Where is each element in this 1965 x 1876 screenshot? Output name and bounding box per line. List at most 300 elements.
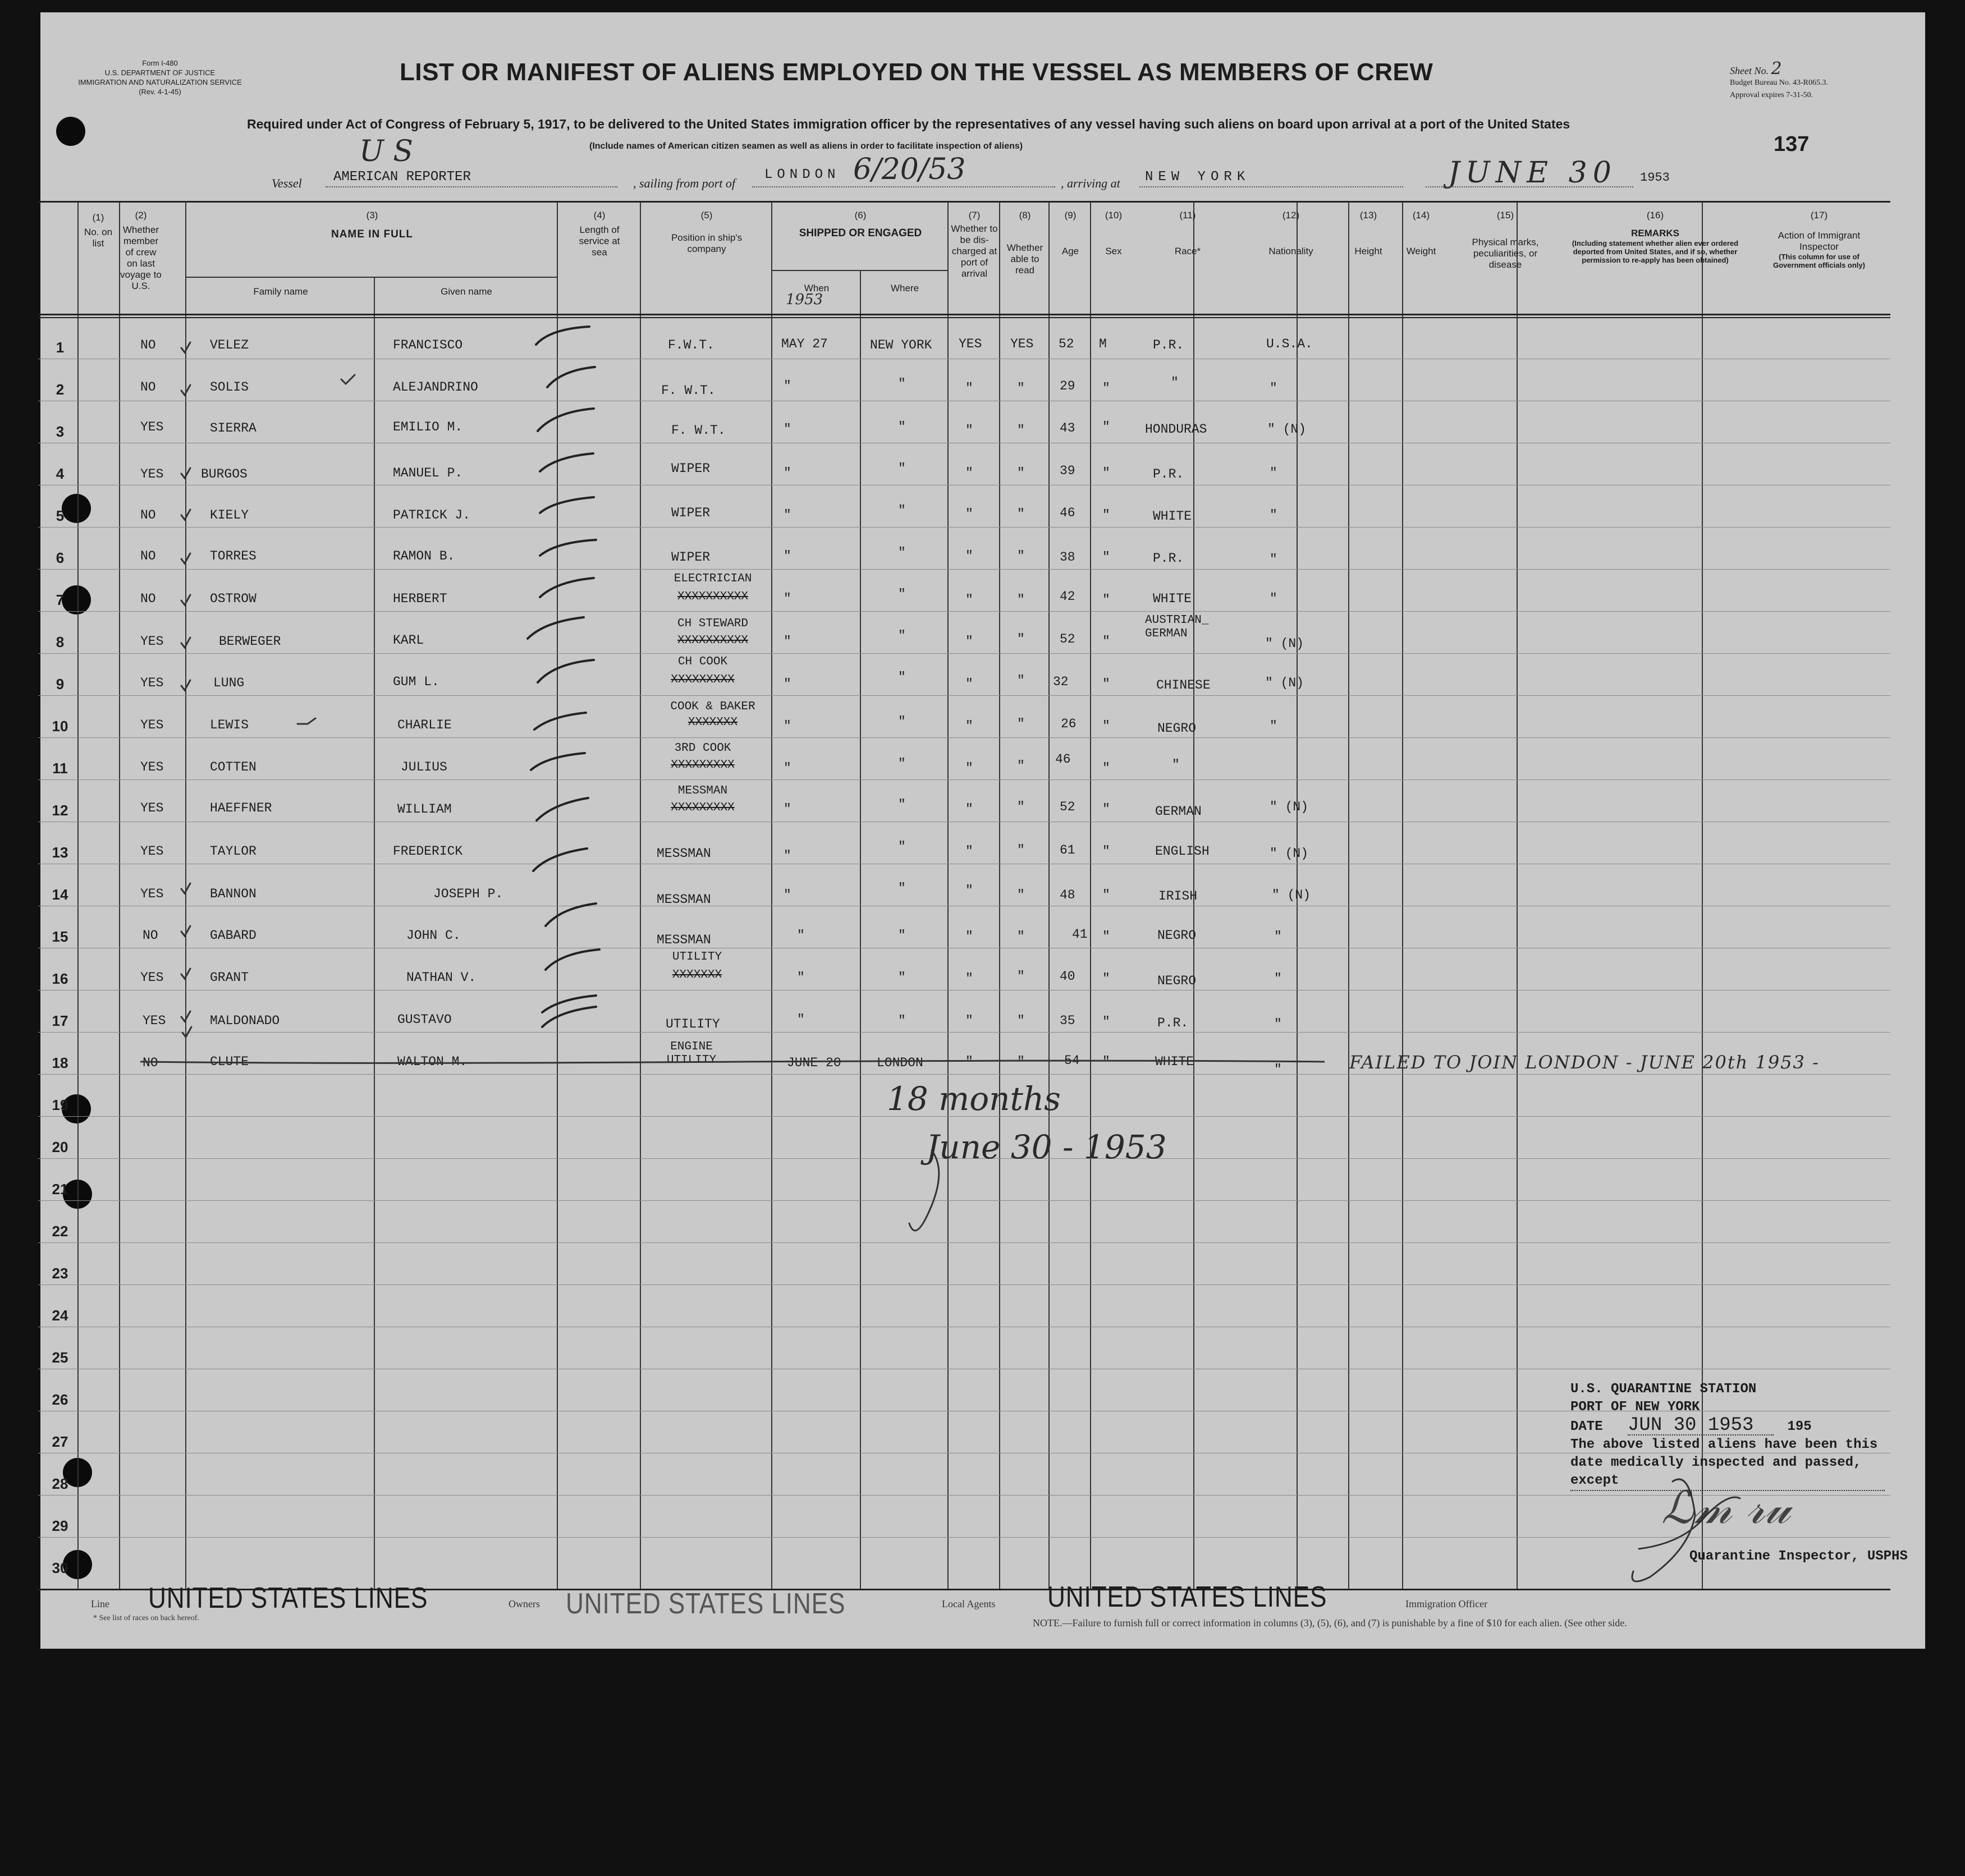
header-col7-number: (7) <box>968 210 981 221</box>
family-name: GABARD <box>210 928 256 943</box>
header-col14-label: Weight <box>1406 246 1436 256</box>
discharge: " <box>965 593 973 607</box>
race: AUSTRIAN_ GERMAN <box>1145 614 1209 640</box>
age: 52 <box>1060 632 1075 646</box>
position-revised: 3RD COOK <box>674 742 731 755</box>
race: P.R. <box>1153 338 1184 352</box>
position-revised: CH COOK <box>677 655 728 668</box>
header-col17-label: Action of Immigrant Inspector <box>1778 230 1861 252</box>
quarantine-port: PORT OF NEW YORK <box>1570 1400 1700 1415</box>
handwritten-annotation-strokes <box>909 1150 1740 1581</box>
row-number: 27 <box>52 1433 68 1450</box>
nationality: " (N) <box>1265 676 1304 690</box>
position: MESSMAN <box>657 933 711 947</box>
departure-port: LONDON <box>764 167 840 182</box>
arriving-label: , arriving at <box>1061 176 1120 190</box>
remark-failed-to-join: FAILED TO JOIN LONDON - JUNE 20th 1953 - <box>1349 1052 1820 1073</box>
row-number: 15 <box>52 928 68 945</box>
prev-voyage: YES <box>140 801 164 815</box>
position: F. W.T. <box>671 423 726 438</box>
age: 39 <box>1060 464 1075 478</box>
given-name: WALTON M. <box>397 1054 468 1069</box>
position-revised: ENGINE <box>670 1040 713 1053</box>
shipped-when: " <box>784 466 791 480</box>
nationality: " (N) <box>1267 422 1307 437</box>
row-number: 29 <box>52 1517 68 1534</box>
header-col12-label: Nationality <box>1268 246 1313 256</box>
row-number: 10 <box>52 718 68 735</box>
given-name: ALEJANDRINO <box>393 380 478 395</box>
family-name: GRANT <box>210 970 249 985</box>
header-col17-note: (This column for use of Government officials only) <box>1773 253 1865 269</box>
shipped-when: " <box>784 761 791 776</box>
prev-voyage: NO <box>140 380 156 395</box>
position: F.W.T. <box>668 338 714 352</box>
shipped-when: " <box>784 634 791 649</box>
prev-voyage: NO <box>140 338 156 352</box>
able-to-read: " <box>1017 1013 1025 1028</box>
race: HONDURAS <box>1145 422 1207 437</box>
able-to-read: " <box>1017 969 1025 984</box>
prev-voyage: YES <box>140 634 164 649</box>
position-revised: COOK & BAKER <box>670 700 755 713</box>
row-number: 23 <box>52 1265 68 1282</box>
check-marks <box>181 342 355 1037</box>
shipped-when: " <box>784 719 791 733</box>
able-to-read: " <box>1017 466 1025 480</box>
shipped-when: " <box>797 1012 805 1027</box>
given-name: EMILIO M. <box>393 420 463 434</box>
discharge: " <box>965 381 973 396</box>
shipped-when: " <box>784 888 791 902</box>
header-col11-label: Race* <box>1174 246 1201 256</box>
race: P.R. <box>1157 1016 1189 1030</box>
row-number: 2 <box>56 381 65 398</box>
sex: " <box>1102 677 1110 691</box>
able-to-read: " <box>1017 673 1025 688</box>
prev-voyage: NO <box>140 508 156 522</box>
nationality: " <box>1270 381 1277 396</box>
row-number: 18 <box>52 1054 68 1071</box>
position-struck: XXXXXXXXX <box>671 673 735 686</box>
quarantine-date-label: DATE <box>1570 1419 1603 1434</box>
family-name: LEWIS <box>210 718 249 732</box>
row-number: 22 <box>52 1223 68 1240</box>
shipped-when: " <box>784 379 791 393</box>
position-struck: XXXXXXXXXX <box>677 634 749 647</box>
discharge: YES <box>959 337 982 351</box>
age: 41 <box>1072 927 1088 942</box>
form-revision: (Rev. 4-1-45) <box>139 88 181 96</box>
position-revised: UTILITY <box>672 951 722 964</box>
discharge: " <box>965 844 973 859</box>
given-name: KARL <box>393 633 424 648</box>
race: NEGRO <box>1157 721 1197 736</box>
footer-officer-label: Immigration Officer <box>1405 1598 1488 1609</box>
position: UTILITY <box>666 1017 720 1031</box>
header-col8-number: (8) <box>1019 210 1031 221</box>
header-when-year: 1953 <box>786 291 823 308</box>
nationality: " <box>1270 508 1277 522</box>
row-number: 4 <box>56 465 65 482</box>
shipped-where: " <box>898 970 906 985</box>
able-to-read: " <box>1017 1054 1025 1069</box>
quarantine-date: JUN 30 1953 <box>1628 1416 1774 1435</box>
shipped-where: " <box>898 881 906 896</box>
departure-date-handwritten: 6/20/53 <box>853 153 966 186</box>
nationality: " (N) <box>1270 800 1309 814</box>
header-col12-number: (12) <box>1282 210 1300 221</box>
family-name: OSTROW <box>210 591 256 606</box>
header-col3-label: NAME IN FULL <box>331 228 414 240</box>
vessel-name: AMERICAN REPORTER <box>333 169 471 185</box>
row-number: 30 <box>52 1559 68 1576</box>
row-number: 7 <box>56 591 65 608</box>
race: P.R. <box>1153 551 1184 566</box>
header-col15-label: Physical marks, peculiarities, or disease <box>1472 237 1539 270</box>
row-number: 1 <box>56 339 65 356</box>
nationality: " <box>1274 1062 1282 1077</box>
header-col9-label: Age <box>1061 246 1079 256</box>
family-name: SOLIS <box>210 380 249 395</box>
shipped-where: " <box>898 840 906 854</box>
able-to-read: " <box>1017 717 1025 731</box>
given-name: MANUEL P. <box>393 466 463 480</box>
able-to-read: " <box>1017 549 1025 563</box>
sex: " <box>1102 1054 1110 1069</box>
shipped-when: " <box>784 848 791 863</box>
header-col10-number: (10) <box>1105 210 1123 221</box>
header-col11-number: (11) <box>1179 210 1196 221</box>
quarantine-line-5: date medically inspected and passed, <box>1570 1455 1862 1470</box>
header-col4-label: Length of service at sea <box>579 224 620 258</box>
age: 46 <box>1060 506 1075 520</box>
shipped-where: " <box>898 670 906 685</box>
age: 32 <box>1053 675 1069 689</box>
prev-voyage: YES <box>140 970 164 985</box>
position: MESSMAN <box>657 846 711 861</box>
able-to-read: " <box>1017 888 1025 902</box>
shipped-when: " <box>784 549 791 563</box>
prev-voyage: YES <box>140 467 164 481</box>
discharge: " <box>965 423 973 438</box>
family-name: LUNG <box>213 676 245 690</box>
able-to-read: " <box>1017 632 1025 646</box>
shipped-when: JUNE 20 <box>787 1056 841 1070</box>
shipped-where: " <box>898 1013 906 1028</box>
row-number: 8 <box>56 634 65 650</box>
row-number: 28 <box>52 1475 68 1492</box>
sex: " <box>1102 888 1110 902</box>
shipped-when: " <box>784 422 791 437</box>
able-to-read: " <box>1017 843 1025 857</box>
shipped-where: LONDON <box>877 1056 923 1070</box>
header-col5-number: (5) <box>700 210 713 221</box>
able-to-read: " <box>1017 423 1025 438</box>
arrival-date-handwritten: JUNE 30 <box>1448 156 1617 190</box>
prev-voyage: NO <box>140 549 156 563</box>
service-name: IMMIGRATION AND NATURALIZATION SERVICE <box>78 78 242 86</box>
age: 35 <box>1060 1013 1075 1028</box>
able-to-read: " <box>1017 593 1025 607</box>
race: WHITE <box>1153 509 1192 524</box>
discharge: " <box>965 1013 973 1028</box>
footer-owners-label: Owners <box>509 1598 540 1609</box>
age: 54 <box>1064 1053 1080 1068</box>
sex: " <box>1102 761 1110 776</box>
given-name: NATHAN V. <box>406 970 477 985</box>
race: " <box>1171 375 1179 390</box>
sheet-label: Sheet No. <box>1730 65 1769 76</box>
nationality: " <box>1270 591 1277 606</box>
age: 29 <box>1060 379 1075 393</box>
vessel-label: Vessel <box>272 176 302 190</box>
family-name: BERWEGER <box>219 634 281 649</box>
race: " <box>1172 758 1180 772</box>
sex: " <box>1102 971 1110 986</box>
shipped-when: " <box>784 677 791 691</box>
header-col10-label: Sex <box>1105 246 1122 256</box>
given-name: FRANCISCO <box>393 338 463 352</box>
age: 48 <box>1060 888 1075 902</box>
discharge: " <box>965 883 973 898</box>
quarantine-date-row <box>1570 1416 1885 1436</box>
header-col3-number: (3) <box>366 210 378 221</box>
row-number: 5 <box>56 507 65 524</box>
family-name: VELEZ <box>210 338 249 352</box>
age: 42 <box>1060 589 1075 604</box>
sailing-label: , sailing from port of <box>633 176 735 190</box>
row-number: 26 <box>52 1391 68 1408</box>
age: 38 <box>1060 550 1075 565</box>
shipped-when: " <box>797 928 805 943</box>
prev-voyage: NO <box>143 928 158 943</box>
discharge: " <box>965 466 973 480</box>
race: ENGLISH <box>1155 844 1210 859</box>
document-title: LIST OR MANIFEST OF ALIENS EMPLOYED ON THE VESSEL AS MEMBERS OF CREW <box>400 58 1433 86</box>
able-to-read: YES <box>1010 337 1034 351</box>
header-col16-number: (16) <box>1646 210 1664 221</box>
sex: " <box>1102 719 1110 733</box>
age: 52 <box>1059 337 1074 351</box>
race: P.R. <box>1153 467 1184 481</box>
footer-races-note: * See list of races on back hereof. <box>93 1614 199 1622</box>
race: CHINESE <box>1156 678 1211 692</box>
family-name: TAYLOR <box>210 844 256 859</box>
arrival-year: 1953 <box>1640 171 1670 185</box>
row-number: 9 <box>56 676 65 692</box>
sex: " <box>1102 929 1110 944</box>
shipped-when: " <box>784 591 791 606</box>
prev-voyage: YES <box>140 420 164 434</box>
age: 61 <box>1060 843 1075 857</box>
header-col1-number: (1) <box>92 212 104 223</box>
page-number: 137 <box>1774 132 1810 156</box>
row-number: 14 <box>52 886 68 903</box>
able-to-read: " <box>1017 800 1025 814</box>
quarantine-inspector-title: Quarantine Inspector, USPHS <box>1689 1549 1908 1564</box>
given-name: GUSTAVO <box>397 1012 452 1027</box>
nationality: " <box>1270 552 1277 567</box>
able-to-read: " <box>1017 929 1025 944</box>
age: 46 <box>1055 752 1071 767</box>
discharge: " <box>965 1054 973 1069</box>
nationality: " (N) <box>1270 846 1309 861</box>
shipped-where: " <box>898 587 906 602</box>
prev-voyage: YES <box>140 718 164 732</box>
row-number: 13 <box>52 844 68 861</box>
shipped-when: " <box>797 970 805 985</box>
footer-line-value: UNITED STATES LINES <box>148 1582 428 1614</box>
discharge: " <box>965 802 973 817</box>
header-where: Where <box>890 283 919 293</box>
row-number: 21 <box>52 1181 68 1198</box>
footer-agents-label: Local Agents <box>942 1598 996 1609</box>
position-original: UTILITY <box>666 1054 717 1067</box>
family-name: HAEFFNER <box>210 801 272 815</box>
sex: " <box>1102 381 1110 396</box>
discharge: " <box>965 507 973 521</box>
shipped-where: " <box>898 377 906 391</box>
given-name: HERBERT <box>393 591 447 606</box>
header-col16-label: REMARKS <box>1631 228 1679 238</box>
row-number: 19 <box>52 1097 68 1113</box>
position: F. W.T. <box>661 383 716 398</box>
header-col4-number: (4) <box>593 210 606 221</box>
prev-voyage: YES <box>140 844 164 859</box>
sex: " <box>1102 634 1110 649</box>
shipped-where: " <box>898 545 906 560</box>
family-name: TORRES <box>210 549 256 563</box>
shipped-where: " <box>898 461 906 476</box>
given-name: JOSEPH P. <box>433 887 503 901</box>
header-family-name: Family name <box>253 286 308 297</box>
header-col5-label: Position in ship's company <box>671 232 743 254</box>
header-col14-number: (14) <box>1412 210 1430 221</box>
quarantine-stamp <box>1570 1380 1885 1491</box>
form-number: Form I-480 <box>142 59 178 67</box>
row-number: 12 <box>52 802 68 819</box>
nationality: " (N) <box>1265 636 1304 651</box>
vessel-handwritten-prefix: U S <box>359 135 413 168</box>
sex: " <box>1102 593 1110 607</box>
position-struck: XXXXXXXXX <box>671 759 735 772</box>
header-col1-label: No. on list <box>84 227 113 249</box>
race: WHITE <box>1155 1054 1194 1069</box>
footer-line-label: Line <box>91 1598 109 1609</box>
shipped-when: " <box>784 802 791 817</box>
handwritten-date-note: June 30 - 1953 <box>926 1128 1167 1166</box>
position-revised: MESSMAN <box>677 785 728 797</box>
nationality: " (N) <box>1272 888 1311 902</box>
shipped-where: " <box>898 928 906 943</box>
given-name: CHARLIE <box>397 718 452 732</box>
sex: " <box>1102 420 1110 434</box>
sex: " <box>1102 844 1110 859</box>
shipped-when: MAY 27 <box>781 337 828 351</box>
document-subnote: (Include names of American citizen seamen as well as aliens in order to facilitate inspection of aliens) <box>589 141 1023 151</box>
quarantine-station: U.S. QUARANTINE STATION <box>1570 1382 1757 1397</box>
header-col8-label: Whether able to read <box>1006 242 1043 276</box>
sex: " <box>1102 802 1110 817</box>
nationality: " <box>1270 719 1277 733</box>
header-col15-number: (15) <box>1496 210 1514 221</box>
footer-owners-value: UNITED STATES LINES <box>566 1588 846 1620</box>
footer-fine-note: NOTE.—Failure to furnish full or correct information in columns (3), (5), (6), and (7) is punishable by a fine of $10 for each alien. (See other side. <box>1033 1617 1627 1629</box>
arrival-port: NEW YORK <box>1145 169 1251 185</box>
header-col13-number: (13) <box>1359 210 1377 221</box>
prev-voyage: YES <box>143 1013 166 1028</box>
family-name: BANNON <box>210 887 256 901</box>
row-number: 16 <box>52 970 68 987</box>
nationality: " <box>1274 1017 1282 1031</box>
header-col2-label: Whether member of crew on last voyage to U.S. <box>120 224 162 291</box>
prev-voyage: NO <box>143 1056 158 1070</box>
nationality: U.S.A. <box>1266 337 1313 351</box>
sex: " <box>1102 508 1110 522</box>
header-when-label: When <box>804 283 830 293</box>
inspector-signature: ℒ𝓂 𝓇𝓊 <box>1661 1481 1790 1534</box>
row-number: 20 <box>52 1139 68 1155</box>
header-col6-label: SHIPPED OR ENGAGED <box>799 227 922 239</box>
row-number: 6 <box>56 549 65 566</box>
position: WIPER <box>671 506 711 520</box>
discharge: " <box>965 549 973 563</box>
row-number: 24 <box>52 1307 68 1324</box>
discharge: " <box>965 677 973 691</box>
nationality: " <box>1274 929 1282 944</box>
position: MESSMAN <box>657 892 711 907</box>
given-name: FREDERICK <box>393 844 463 859</box>
strike-line-row18 <box>140 1061 1325 1063</box>
age: 26 <box>1061 717 1077 731</box>
header-given-name: Given name <box>441 286 492 297</box>
document-subtitle: Required under Act of Congress of February 5, 1917, to be delivered to the United States immigration officer by the representatives of any vessel having such aliens on board upon arrival at a port of the United States <box>247 117 1570 131</box>
age: 40 <box>1060 969 1075 984</box>
sex: " <box>1102 466 1110 480</box>
family-name: CLUTE <box>210 1054 249 1069</box>
race: WHITE <box>1153 591 1192 606</box>
position-struck: XXXXXXXXX <box>671 801 735 814</box>
header-col6-number: (6) <box>854 210 867 221</box>
family-name: MALDONADO <box>210 1013 280 1028</box>
shipped-where: " <box>898 797 906 812</box>
position: WIPER <box>671 550 711 565</box>
ditto-pen-strokes <box>528 327 599 1027</box>
able-to-read: " <box>1017 507 1025 521</box>
race: IRISH <box>1158 889 1198 903</box>
quarantine-line-6: except <box>1570 1472 1885 1491</box>
family-name: BURGOS <box>201 467 248 481</box>
row-number: 11 <box>52 760 68 777</box>
position-struck: XXXXXXX <box>688 716 738 729</box>
shipped-when: " <box>784 508 791 522</box>
shipped-where: NEW YORK <box>870 338 932 352</box>
prev-voyage: YES <box>140 760 164 774</box>
age: 52 <box>1060 800 1075 814</box>
nationality: " <box>1270 466 1277 480</box>
given-name: JOHN C. <box>406 928 461 943</box>
family-name: SIERRA <box>210 421 256 435</box>
header-col17-number: (17) <box>1810 210 1828 221</box>
position-revised: ELECTRICIAN <box>674 572 752 585</box>
handwritten-duration-note: 18 months <box>887 1080 1061 1118</box>
given-name: PATRICK J. <box>393 508 471 522</box>
approval-expiry: Approval expires 7-31-50. <box>1730 91 1813 99</box>
position-struck: XXXXXXXXXX <box>677 590 749 603</box>
discharge: " <box>965 971 973 986</box>
position-struck: XXXXXXX <box>672 969 722 981</box>
